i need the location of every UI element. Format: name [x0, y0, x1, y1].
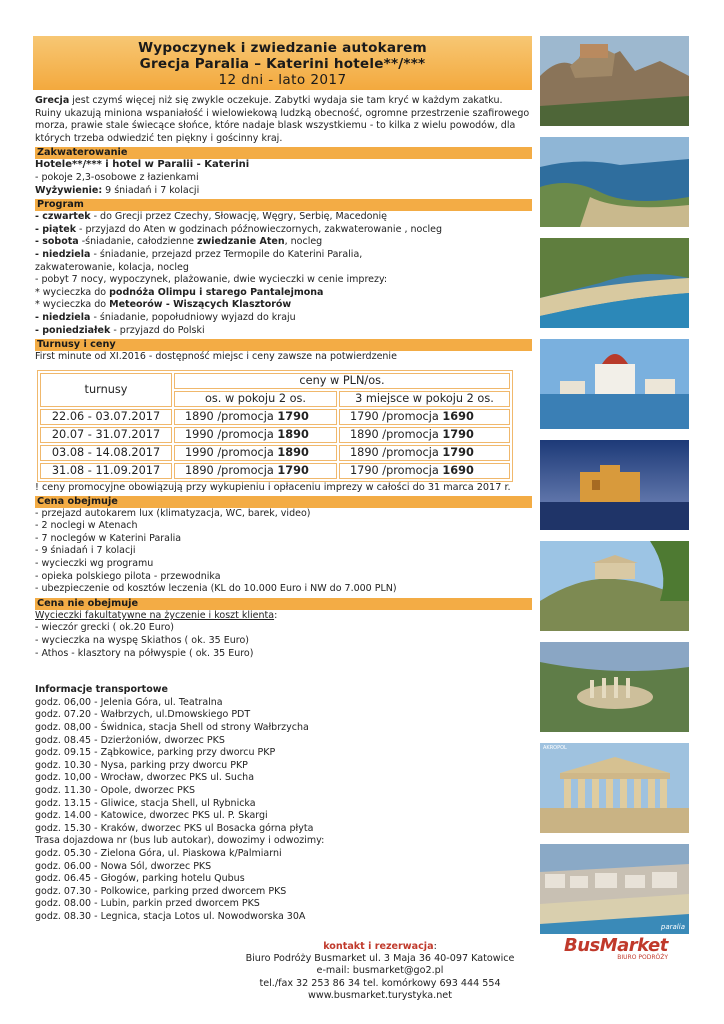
row-dates: 22.06 - 03.07.2017 [40, 409, 172, 425]
excluded-subtitle-colon: : [274, 609, 278, 621]
transport-item: godz. 05.30 - Zielona Góra, ul. Piaskowa k/Palmiarni [35, 847, 282, 859]
program-text-2: , nocleg [284, 236, 323, 248]
section-program: Program [35, 199, 532, 211]
program-day: - czwartek [35, 211, 91, 223]
promo-3os: 1790 [442, 427, 474, 441]
transport-item: godz. 14.00 - Katowice, dworzec PKS ul. P. Skargi [35, 810, 268, 822]
program-text: - przyjazd do Polski [110, 324, 205, 336]
program-item [35, 211, 532, 224]
coast-photo [540, 137, 689, 227]
program-text: * wycieczka do [35, 286, 110, 298]
logo-name: BusMarket [564, 935, 668, 956]
program-item [35, 325, 532, 338]
row-dates: 03.08 - 14.08.2017 [40, 445, 172, 461]
excluded-item: - Athos - klasztory na półwyspie ( ok. 35 Euro) [35, 647, 254, 659]
rooms-info: - pokoje 2,3-osobowe z łazienkami [35, 171, 199, 183]
transport-item: godz. 07.20 - Wałbrzych, ul.Dmowskiego PDT [35, 709, 251, 721]
program-day: - piątek [35, 223, 77, 235]
program-text: - pobyt 7 nocy, wypoczynek, plażowanie, dwie wycieczki w cenie imprezy: [35, 274, 388, 286]
transport-item: godz. 06.45 - Głogów, parking hotelu Qubus [35, 873, 245, 885]
program-list [35, 211, 532, 337]
transport-item: godz. 10,00 - Wrocław, dworzec PKS ul. Sucha [35, 772, 255, 784]
contact-phone: tel./fax 32 253 86 34 tel. komórkowy 693 444 554 [259, 977, 501, 989]
price-2os: 1890 /promocja [185, 409, 278, 423]
busmarket-logo [564, 935, 676, 969]
program-day: - niedziela [35, 248, 91, 260]
price-2os: 1890 /promocja [185, 463, 278, 477]
promo-3os: 1690 [442, 409, 474, 423]
col-2os-header: os. w pokoju 2 os. [174, 391, 337, 407]
section-turnusy: Turnusy i ceny [35, 339, 532, 351]
first-minute-note: First minute od XI.2016 - dostępność miejsc i ceny zawsze na potwierdzenie [35, 351, 397, 363]
contact-label: kontakt i rezerwacja [323, 941, 434, 952]
program-text: - do Grecji przez Czechy, Słowację, Węgry, Serbię, Macedonię [90, 211, 387, 223]
row-price-3os [339, 445, 510, 461]
transport-item: godz. 08,00 - Świdnica, stacja Shell od strony Wałbrzycha [35, 722, 309, 733]
acropolis-hill-photo [540, 541, 689, 631]
price-2os: 1990 /promocja [185, 427, 278, 441]
program-text: - przyjazd do Aten w godzinach późnowieczornych, zakwaterowanie , nocleg [76, 223, 443, 235]
program-item [35, 236, 532, 249]
col-turnusy-header: turnusy [40, 373, 172, 407]
program-text: zakwaterowanie, kolacja, nocleg [35, 261, 189, 273]
transport-item: godz. 08.45 - Dzierżoniów, dworzec PKS [35, 734, 225, 746]
transport-item: godz. 11.30 - Opole, dworzec PKS [35, 784, 195, 796]
price-table [37, 370, 513, 482]
contact-colon: : [433, 941, 437, 952]
row-price-3os [339, 427, 510, 443]
excluded-subtitle-text: Wycieczki fakultatywne na życzenie i koszt klienta [35, 609, 275, 621]
program-day: - poniedziałek [35, 324, 111, 336]
title-line-3: 12 dni - lato 2017 [218, 72, 347, 88]
title-line-1: Wypoczynek i zwiedzanie autokarem [138, 40, 427, 56]
meals-value: 9 śniadań i 7 kolacji [102, 184, 200, 196]
excluded-subtitle [35, 610, 532, 623]
akropol-label: AKROPOL [543, 745, 567, 751]
transport-item: godz. 08.30 - Legnica, stacja Lotos ul. Nowodworska 30A [35, 910, 306, 922]
contact-email[interactable]: e-mail: busmarket@go2.pl [316, 965, 444, 977]
contact-heading [200, 941, 560, 953]
price-3os: 1890 /promocja [349, 445, 443, 459]
program-text: - śniadanie, popołudniowy wyjazd do kraju [90, 311, 296, 323]
row-dates: 31.08 - 11.09.2017 [40, 463, 172, 479]
section-included: Cena obejmuje [35, 496, 532, 508]
included-item: - 2 noclegi w Atenach [35, 520, 138, 532]
promo-2os: 1790 [277, 463, 309, 477]
price-row [40, 427, 510, 443]
header-banner [33, 36, 532, 90]
transport-item: godz. 07.30 - Polkowice, parking przed dworcem PKS [35, 885, 287, 897]
included-list [35, 508, 532, 596]
price-row [40, 463, 510, 479]
promo-3os: 1690 [442, 463, 474, 477]
transport-item: godz. 06.00 - Nowa Sól, dworzec PKS [35, 860, 212, 872]
church-photo [540, 339, 689, 429]
paralia-label: paralia [660, 923, 685, 931]
meals-label: Wyżywienie: [35, 184, 103, 196]
promo-warning: ! ceny promocyjne obowiązują przy wykupieniu i opłaceniu imprezy w całości do 31 marca 2017 r. [35, 481, 511, 493]
program-item [35, 287, 532, 300]
row-price-2os [174, 409, 337, 425]
transport-item: godz. 15.30 - Kraków, dworzec PKS ul Bosacka górna płyta [35, 822, 314, 834]
section-accommodation: Zakwaterowanie [35, 147, 532, 159]
row-price-2os [174, 445, 337, 461]
transport-item: godz. 08.00 - Lubin, parkin przed dworcem PKS [35, 898, 260, 910]
program-highlight: podnóża Olimpu i starego Pantalejmona [109, 286, 324, 298]
promo-3os: 1790 [442, 445, 474, 459]
included-item: - ubezpieczenie od kosztów leczenia (KL do 10.000 Euro i NW do 7.000 PLN) [35, 583, 397, 595]
program-day: - niedziela [35, 311, 91, 323]
row-price-2os [174, 463, 337, 479]
delphi-photo [540, 642, 689, 732]
col-ceny-header: ceny w PLN/os. [174, 373, 510, 389]
program-text: -śniadanie, całodzienne [78, 236, 197, 248]
price-3os: 1790 /promocja [349, 409, 443, 423]
price-2os: 1990 /promocja [185, 445, 278, 459]
hotel-name: Hotele**/*** i hotel w Paralii - Katerini [35, 159, 250, 171]
included-item: - 9 śniadań i 7 kolacji [35, 545, 136, 557]
program-highlight: Meteorów - Wiszących Klasztorów [109, 299, 292, 311]
included-item: - przejazd autokarem lux (klimatyzacja, WC, barek, video) [35, 507, 311, 519]
price-3os: 1890 /promocja [349, 427, 443, 441]
main-content [35, 95, 532, 924]
contact-website[interactable]: www.busmarket.turystyka.net [308, 989, 452, 1001]
row-dates: 20.07 - 31.07.2017 [40, 427, 172, 443]
program-item [35, 262, 532, 275]
program-text: * wycieczka do [35, 299, 110, 311]
excluded-item: - wycieczka na wyspę Skiathos ( ok. 35 Euro) [35, 635, 249, 647]
row-price-2os [174, 427, 337, 443]
beach-photo [540, 238, 689, 328]
intro-lead: Grecja [35, 95, 70, 106]
parthenon-photo [540, 743, 689, 833]
photo-column [540, 36, 689, 945]
transport-heading: Informacje transportowe [35, 684, 168, 696]
promo-2os: 1890 [277, 427, 309, 441]
col-3os-header: 3 miejsce w pokoju 2 os. [339, 391, 510, 407]
price-rows [40, 409, 510, 479]
program-highlight: zwiedzanie Aten [196, 236, 285, 248]
transport-item: godz. 13.15 - Gliwice, stacja Shell, ul Rybnicka [35, 797, 256, 809]
program-item [35, 224, 532, 237]
transport-item: Trasa dojazdowa nr (bus lub autokar), dowozimy i odwozimy: [35, 835, 325, 847]
excluded-item: - wieczór grecki ( ok.20 Euro) [35, 622, 175, 634]
logo-sub: BIURO PODRÓŻY [617, 954, 668, 961]
promo-2os: 1790 [277, 409, 309, 423]
program-item [35, 274, 532, 287]
meteora-photo [540, 36, 689, 126]
contact-address: Biuro Podróży Busmarket ul. 3 Maja 36 40-097 Katowice [245, 953, 515, 965]
program-item [35, 312, 532, 325]
title-line-2: Grecja Paralia – Katerini hotele**/*** [139, 56, 426, 72]
price-row [40, 409, 510, 425]
row-price-3os [339, 409, 510, 425]
program-item [35, 249, 532, 262]
transport-list [35, 697, 532, 924]
transport-item: godz. 06,00 - Jelenia Góra, ul. Teatralna [35, 696, 223, 708]
included-item: - opieka polskiego pilota - przewodnika [35, 570, 221, 582]
price-row [40, 445, 510, 461]
intro-text: jest czymś więcej niż się zwykle oczekuje. Zabytki wydaja sie tam kryć w każdym zakatku. Ruiny ukazują miniona wspaniałość i wielowiekową ludzką obecność, ogromne przestrzenie szafirowego morza, prawie stale świecące słońce, które nadaje blask wszystkiemu - to kilka z wielu powodów, dla których trzeba odwiedzić ten piękny i gościnny kraj. [35, 95, 530, 144]
meals-info [35, 185, 532, 198]
paralia-photo [540, 844, 689, 934]
footer-contact [200, 941, 560, 1002]
program-item [35, 299, 532, 312]
section-excluded: Cena nie obejmuje [35, 598, 532, 610]
included-item: - 7 noclegów w Katerini Paralia [35, 532, 182, 544]
price-3os: 1790 /promocja [349, 463, 443, 477]
promo-2os: 1890 [277, 445, 309, 459]
program-text: - śniadanie, przejazd przez Termopile do Katerini Paralia, [90, 248, 363, 260]
transport-item: godz. 10.30 - Nysa, parking przy dworcu PKP [35, 759, 248, 771]
row-price-3os [339, 463, 510, 479]
intro-paragraph [35, 95, 532, 145]
transport-item: godz. 09.15 - Ząbkowice, parking przy dworcu PKP [35, 747, 276, 759]
included-item: - wycieczki wg programu [35, 558, 154, 570]
fortress-photo [540, 440, 689, 530]
program-day: - sobota [35, 236, 79, 248]
excluded-list [35, 622, 532, 660]
